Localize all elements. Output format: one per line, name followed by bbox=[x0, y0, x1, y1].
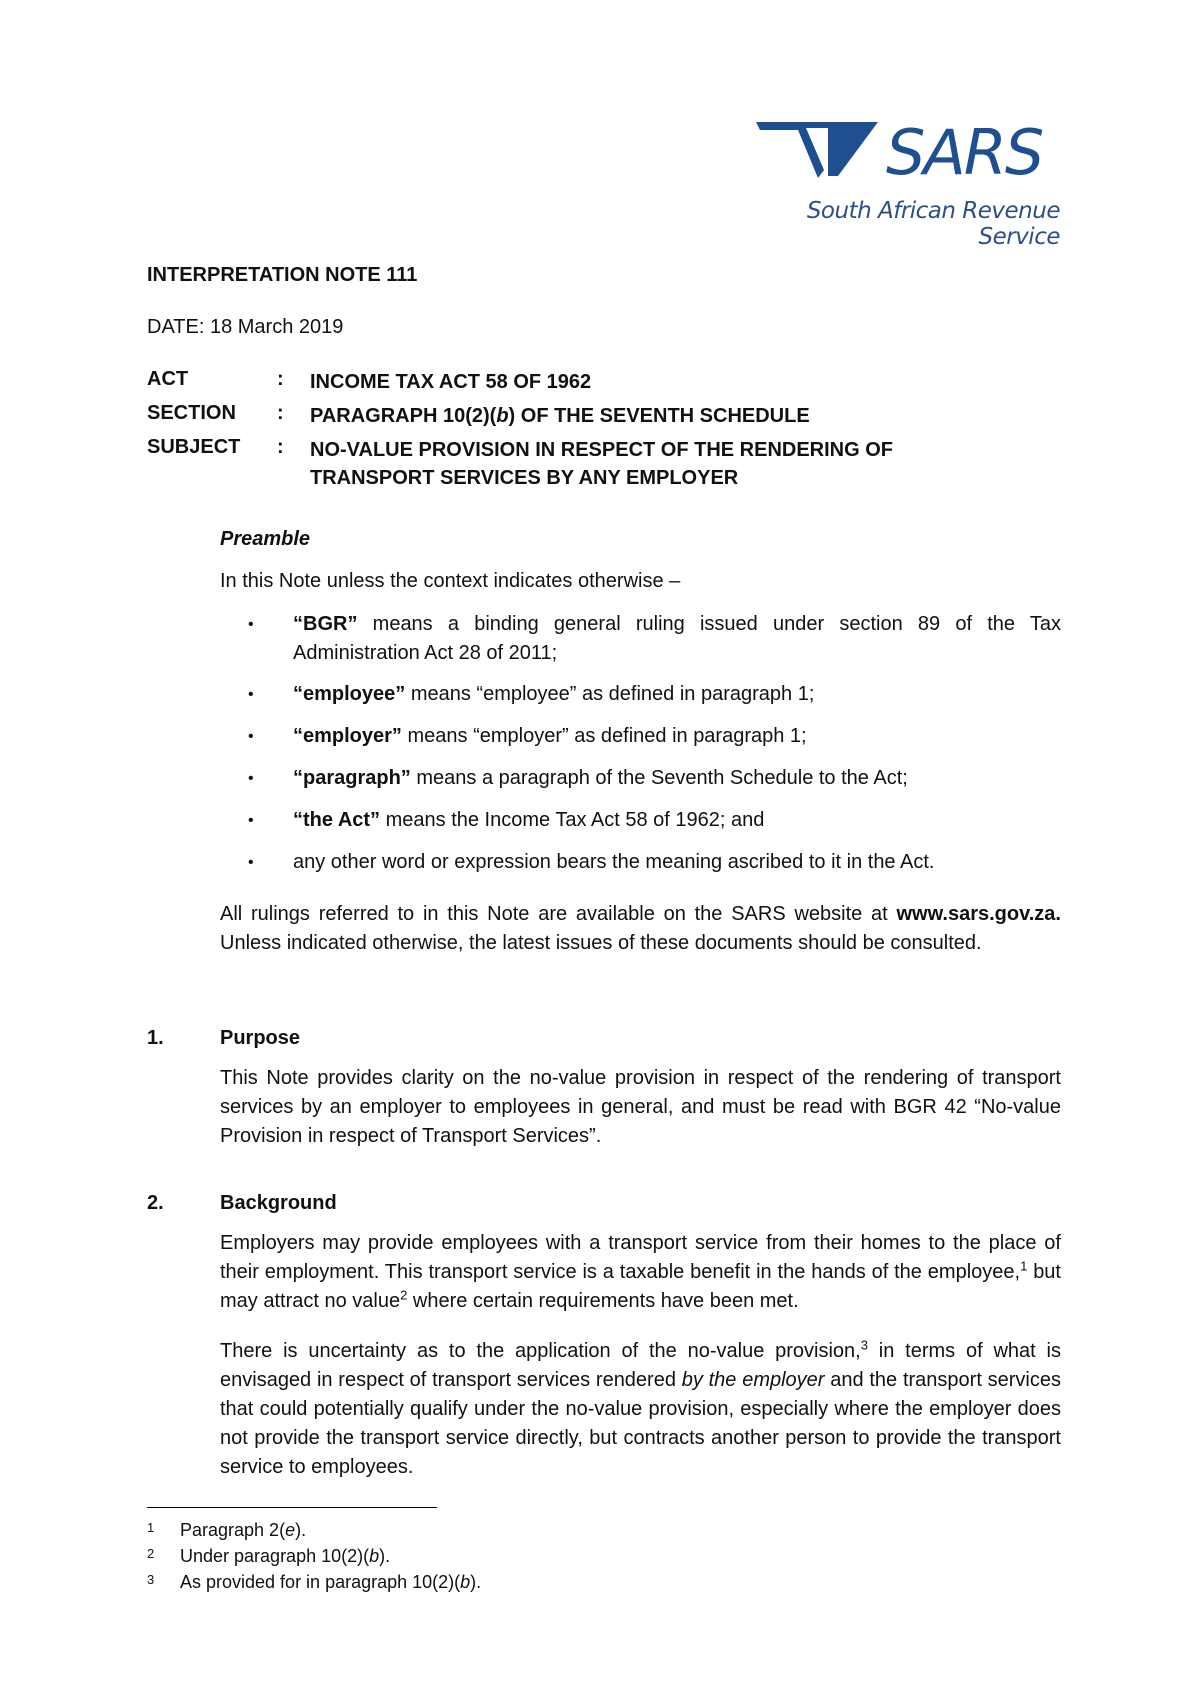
document-date: DATE: 18 March 2019 bbox=[147, 316, 344, 338]
meta-row-subject bbox=[147, 436, 1010, 492]
sars-logo bbox=[746, 118, 1060, 250]
bullet: • bbox=[248, 854, 254, 871]
meta-row-section bbox=[147, 402, 1010, 430]
sars-wordmark: SARS bbox=[886, 118, 1043, 189]
meta-row-act bbox=[147, 368, 1010, 396]
meta-key: ACT bbox=[147, 368, 189, 390]
footnote: 2 Under paragraph 10(2)(b). bbox=[147, 1546, 391, 1566]
section-heading-background: Background bbox=[220, 1192, 337, 1214]
definition-item: “paragraph” means a paragraph of the Seventh Schedule to the Act; bbox=[293, 767, 908, 789]
background-paragraph-2: There is uncertainty as to the application of the no-value provision,$^3$ in terms of what is envisaged in respect of transport services rendered by the employer and the transport services that could potentially qualify under the no-value provision, especially where the employer does not provide the transport service directly, but contracts another person to provide the transport service to employees. bbox=[220, 1337, 1061, 1478]
meta-sep: : bbox=[277, 402, 284, 424]
definition-item: “BGR” means a binding general ruling issued under section 89 of the Tax Administration Act 28 of 2011; bbox=[293, 613, 1061, 664]
meta-key: SECTION bbox=[147, 402, 236, 424]
meta-value: PARAGRAPH 10(2)(b) OF THE SEVENTH SCHEDULE bbox=[310, 405, 810, 427]
section-number: 2. bbox=[147, 1192, 164, 1214]
meta-sep: : bbox=[277, 368, 284, 390]
bullet: • bbox=[248, 770, 254, 787]
background-paragraph-1: Employers may provide employees with a transport service from their homes to the place of their employment. This transport service is a taxable benefit in the hands of the employee,$^1$ but may attract no value$^2$ where certain requirements have been met. bbox=[220, 1232, 1061, 1312]
bullet: • bbox=[248, 686, 254, 703]
section-heading-purpose: Purpose bbox=[220, 1027, 301, 1049]
logo-subtitle: South African Revenue Service bbox=[806, 198, 1060, 250]
section-number: 1. bbox=[147, 1027, 164, 1049]
bullet: • bbox=[248, 728, 254, 745]
preamble-heading: Preamble bbox=[220, 528, 311, 550]
meta-key: SUBJECT bbox=[147, 436, 241, 458]
definition-item: any other word or expression bears the meaning ascribed to it in the Act. bbox=[293, 851, 935, 873]
preamble-intro: In this Note unless the context indicates otherwise – bbox=[220, 570, 681, 592]
definition-item: “employer” means “employer” as defined in paragraph 1; bbox=[293, 725, 807, 747]
footnote-divider bbox=[147, 1507, 437, 1508]
rulings-paragraph: All rulings referred to in this Note are available on the SARS website at www.sars.gov.za. Unless indicated otherwise, the latest issues of these documents should be consulted. bbox=[220, 903, 1061, 954]
document-title: INTERPRETATION NOTE 111 bbox=[147, 264, 418, 286]
bullet: • bbox=[248, 812, 254, 829]
bullet: • bbox=[248, 616, 254, 633]
definition-item: “the Act” means the Income Tax Act 58 of 1962; and bbox=[293, 809, 765, 831]
definition-item: “employee” means “employee” as defined in paragraph 1; bbox=[293, 683, 815, 705]
footnote: 3 As provided for in paragraph 10(2)(b). bbox=[147, 1572, 482, 1592]
sars-website-link[interactable]: www.sars.gov.za. bbox=[896, 903, 1061, 925]
meta-value: NO-VALUE PROVISION IN RESPECT OF THE RENDERING OF TRANSPORT SERVICES BY ANY EMPLOYER bbox=[310, 439, 894, 489]
sars-logo-mark bbox=[746, 118, 1060, 198]
meta-sep: : bbox=[277, 436, 284, 458]
footnote: 1 Paragraph 2(e). bbox=[147, 1520, 307, 1540]
purpose-paragraph: This Note provides clarity on the no-value provision in respect of the rendering of transport services by an employer to employees in general, and must be read with BGR 42 “No-value Provision in respect of Transport Services”. bbox=[220, 1067, 1061, 1147]
meta-value: INCOME TAX ACT 58 OF 1962 bbox=[310, 371, 592, 393]
